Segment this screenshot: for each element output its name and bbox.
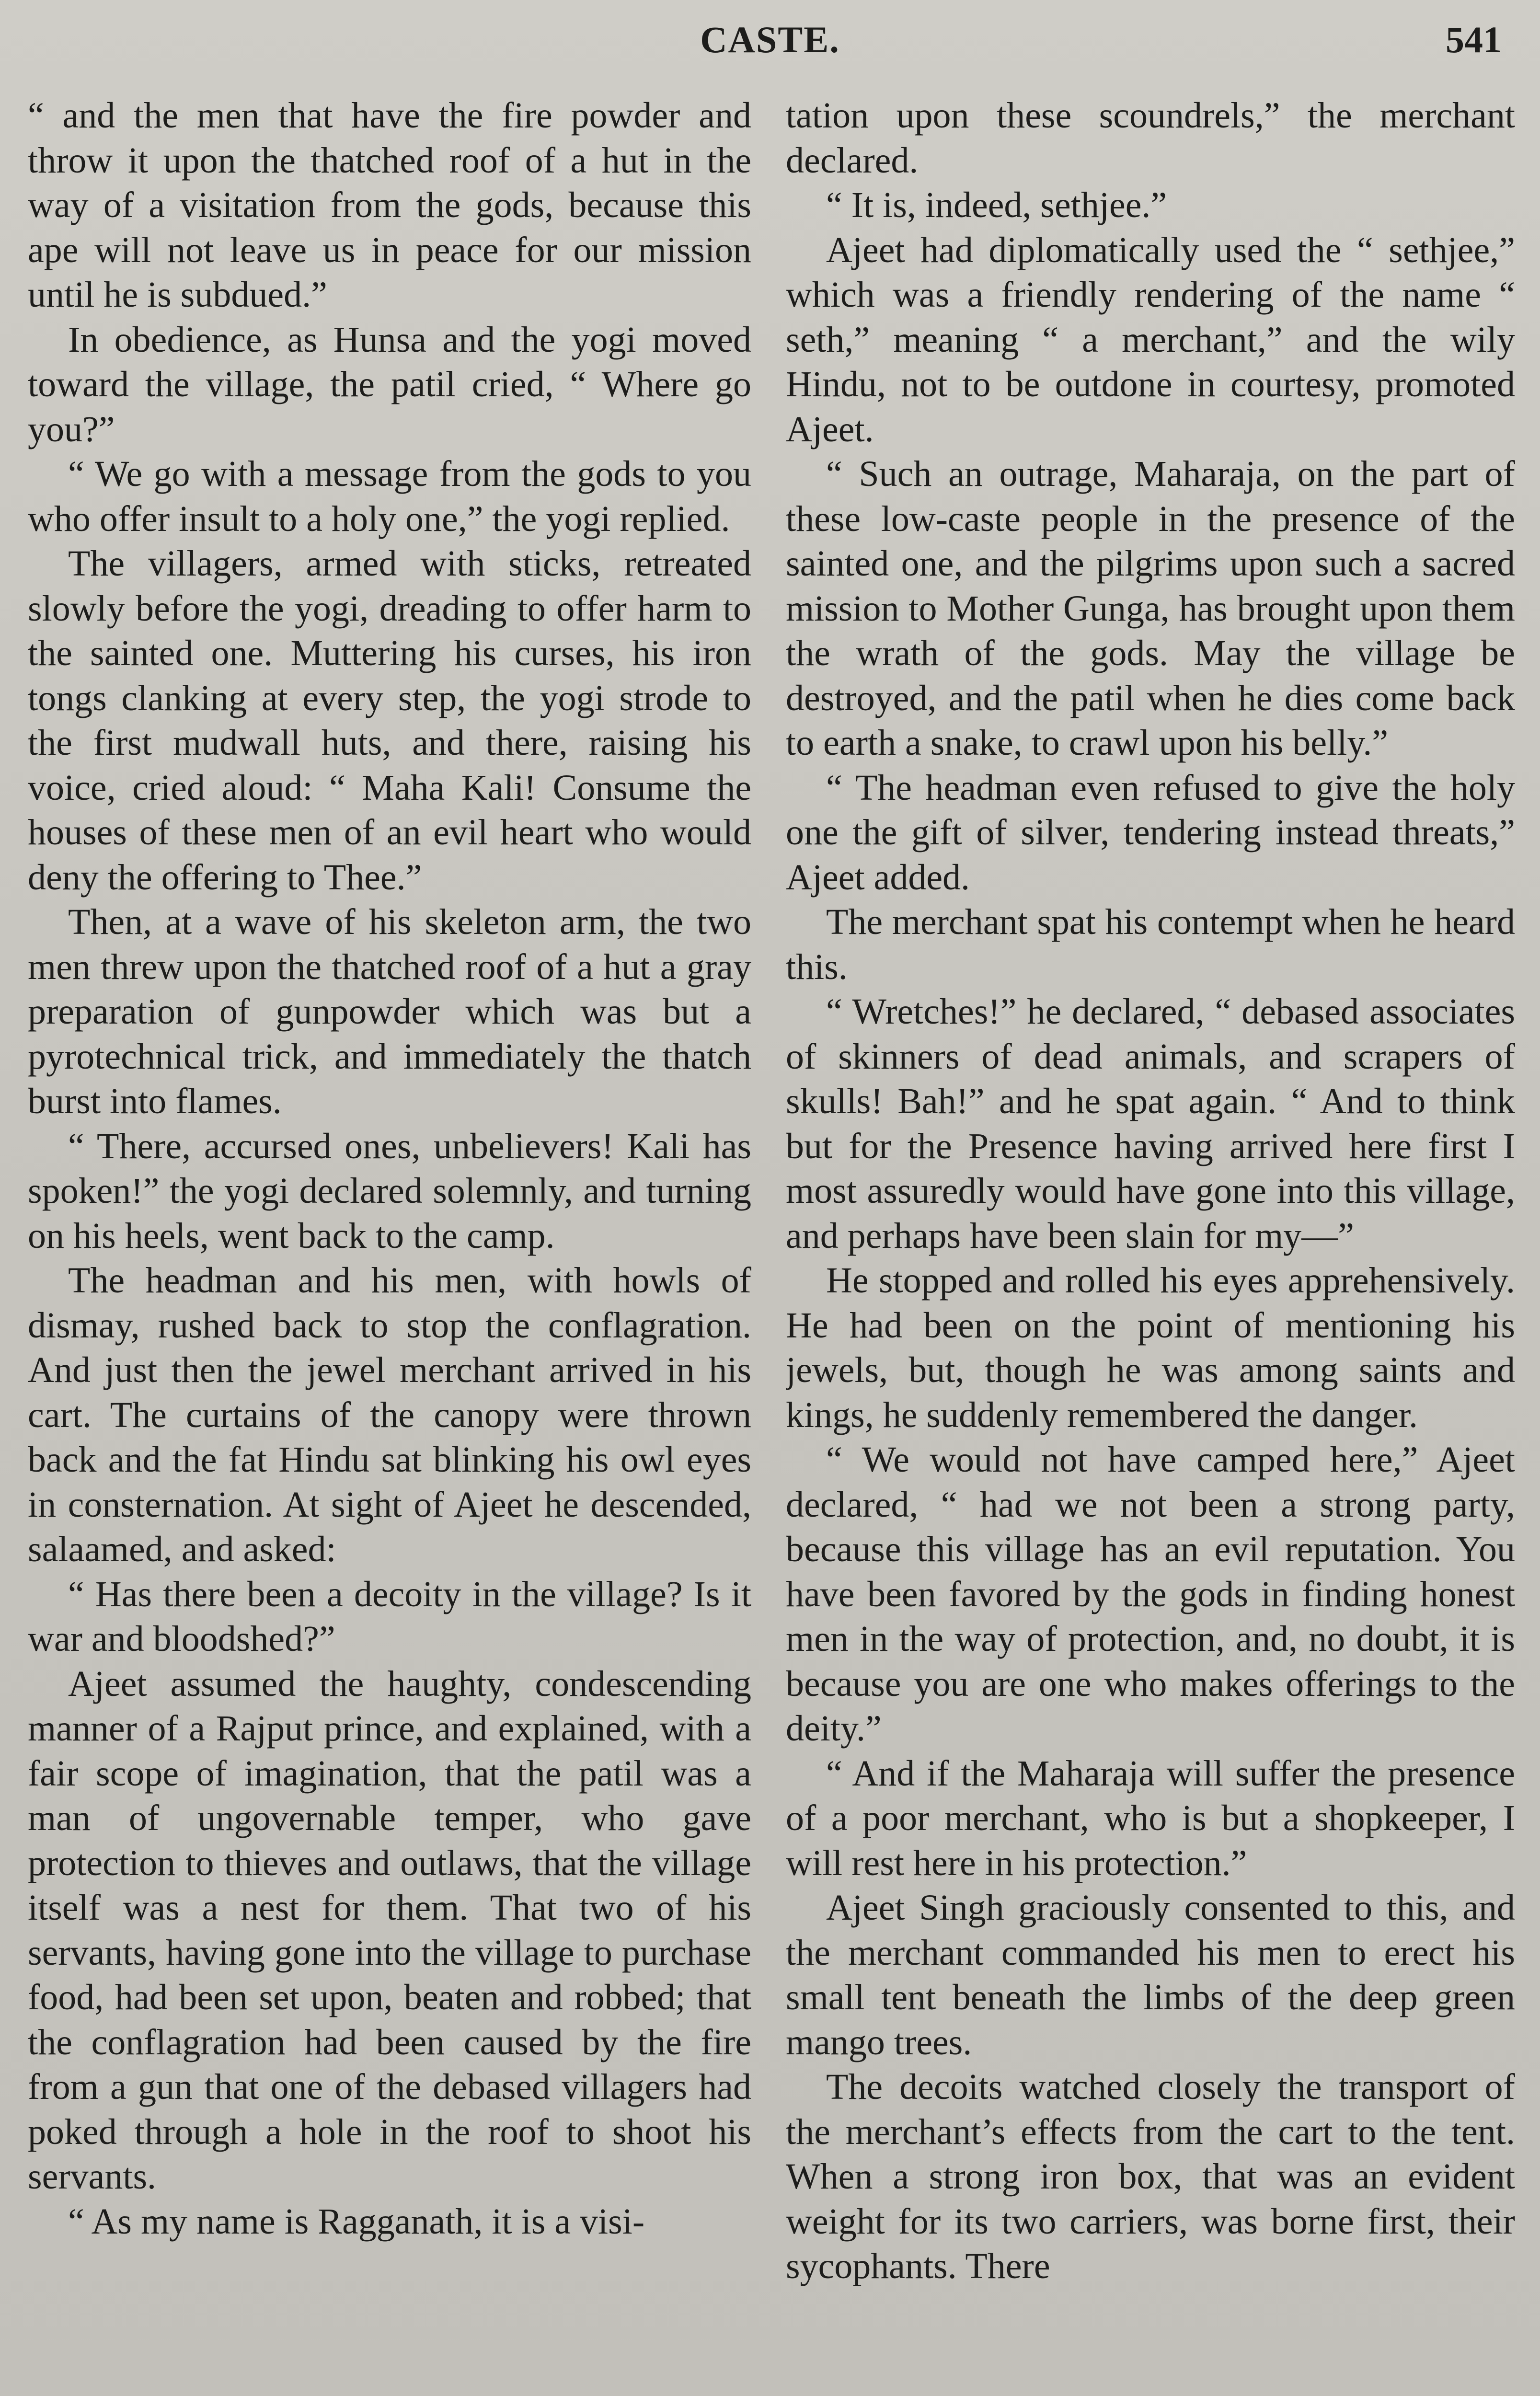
running-head	[0, 13, 1540, 66]
running-title: CASTE.	[700, 19, 840, 60]
paragraph: “ We would not have camped here,” Ajeet declared, “ had we not been a strong party, because this village has an evil reputation. You have been favored by the gods in finding honest men in the way of protection, and, no doubt, it is because you are one who makes offerings to the deity.”	[786, 1440, 1515, 1749]
paragraph: Then, at a wave of his skeleton arm, the two men threw upon the thatched roof of a hut a gray preparation of gunpowder which was but a pyrotechnical trick, and immediately the thatch burst into flames.	[28, 902, 751, 1121]
paragraph: “ The headman even refused to give the holy one the gift of silver, tendering instead threats,” Ajeet added.	[786, 767, 1515, 898]
paragraph: “ And if the Maharaja will suffer the presence of a poor merchant, who is but a shopkeeper, I will rest here in his protection.”	[786, 1753, 1515, 1883]
paragraph: Ajeet assumed the haughty, condescending manner of a Rajput prince, and explained, with a fair scope of imagination, that the patil was a man of ungovernable temper, who gave protection to thieves and outlaws, that the village itself was a nest for them. That two of his servants, having gone into the village to purchase food, had been set upon, beaten and robbed; that the conflagration had been caused by the fire from a gun that one of the debased villagers had poked through a hole in the roof to shoot his servants.	[28, 1663, 751, 2197]
left-column	[28, 93, 751, 2396]
paragraph: In obedience, as Hunsa and the yogi moved toward the village, the patil cried, “ Where go you?”	[28, 319, 751, 449]
right-column	[786, 93, 1515, 2396]
paragraph: Ajeet had diplomatically used the “ sethjee,” which was a friendly rendering of the name “ seth,” meaning “ a merchant,” and the wily Hindu, not to be outdone in courtesy, promoted Ajeet.	[786, 230, 1515, 449]
paragraph: “ There, accursed ones, unbelievers! Kali has spoken!” the yogi declared solemnly, and turning on his heels, went back to the camp.	[28, 1126, 751, 1256]
paragraph: The villagers, armed with sticks, retreated slowly before the yogi, dreading to offer harm to the sainted one. Muttering his curses, his iron tongs clanking at every step, the yogi strode to the first mudwall huts, and there, raising his voice, cried aloud: “ Maha Kali! Consume the houses of these men of an evil heart who would deny the offering to Thee.”	[28, 543, 751, 898]
paragraph: He stopped and rolled his eyes apprehensively. He had been on the point of mentioning his jewels, but, though he was among saints and kings, he suddenly remembered the danger.	[786, 1260, 1515, 1435]
paragraph: The merchant spat his contempt when he heard this.	[786, 902, 1515, 987]
paragraph: The decoits watched closely the transport of the merchant’s effects from the cart to the tent. When a strong iron box, that was an evident weight for its two carriers, was borne first, their sycophants. There	[786, 2067, 1515, 2286]
paragraph: “ As my name is Ragganath, it is a visi-	[68, 2201, 645, 2242]
paragraph: “ Such an outrage, Maharaja, on the part of these low-caste people in the presence of the sainted one, and the pilgrims upon such a sacred mission to Mother Gunga, has brought upon them the wrath of the gods. May the village be destroyed, and the patil when he dies come back to earth a snake, to crawl upon his belly.”	[786, 454, 1515, 763]
paragraph: “ It is, indeed, sethjee.”	[826, 185, 1167, 225]
page-number: 541	[1446, 19, 1502, 60]
paragraph: “ Has there been a decoity in the village? Is it war and bloodshed?”	[28, 1574, 751, 1659]
paragraph: “ Wretches!” he declared, “ debased associates of skinners of dead animals, and scrapers of skulls! Bah!” and he spat again. “ And to think but for the Presence having arrived here first I most assuredly would have gone into this village, and perhaps have been slain for my—”	[786, 991, 1515, 1256]
paragraph: Ajeet Singh graciously consented to this, and the merchant commanded his men to erect his small tent beneath the limbs of the deep green mango trees.	[786, 1888, 1515, 2062]
paragraph: The headman and his men, with howls of dismay, rushed back to stop the conflagration. And just then the jewel merchant arrived in his cart. The curtains of the canopy were thrown back and the fat Hindu sat blinking his owl eyes in consternation. At sight of Ajeet he descended, salaamed, and asked:	[28, 1260, 751, 1569]
paragraph: tation upon these scoundrels,” the merchant declared.	[786, 95, 1515, 181]
paragraph: “ We go with a message from the gods to you who offer insult to a holy one,” the yogi replied.	[28, 454, 751, 539]
paragraph: “ and the men that have the fire powder and throw it upon the thatched roof of a hut in the way of a visitation from the gods, because this ape will not leave us in peace for our mission until he is subdued.”	[28, 95, 751, 315]
